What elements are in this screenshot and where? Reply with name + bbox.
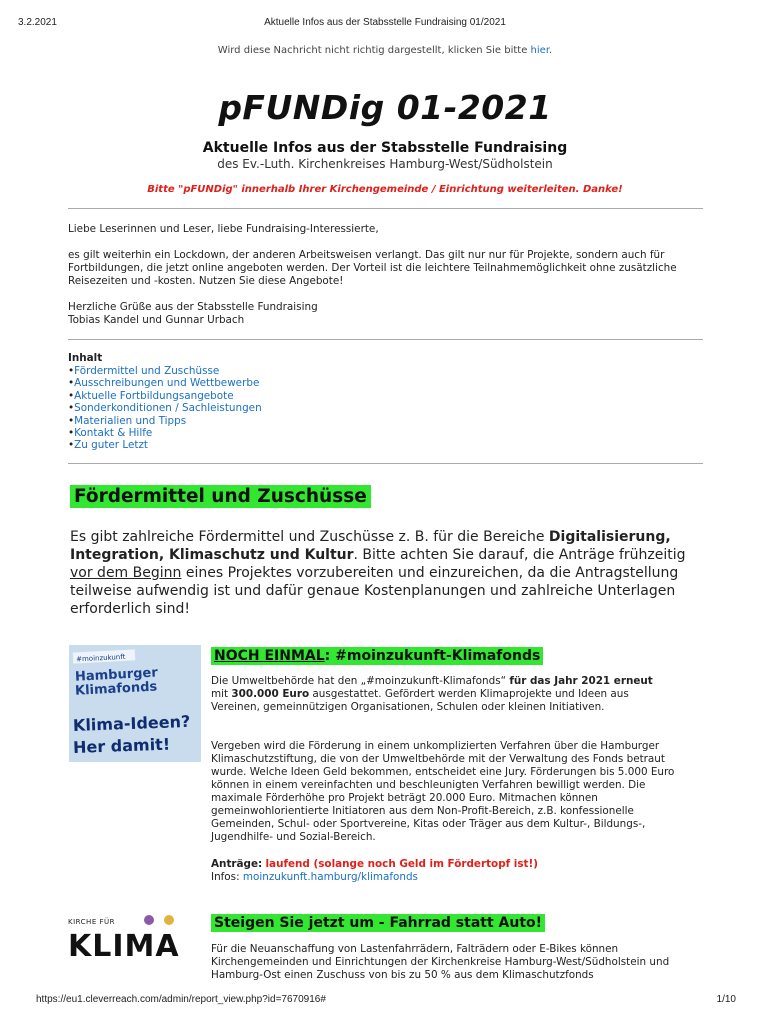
view-online-notice: Wird diese Nachricht nicht richtig dargestellt, klicken Sie bitte hier. [217, 45, 553, 56]
toc-item[interactable]: • Fördermittel und Zuschüsse [68, 365, 262, 377]
toc-item[interactable]: • Zu guter Letzt [68, 439, 262, 451]
print-date: 3.2.2021 [18, 17, 57, 28]
klimafonds-link[interactable]: moinzukunft.hamburg/klimafonds [242, 871, 418, 883]
intro-bold-areas: Digitalisierung, Integration, Klimaschutz und Kultur [70, 529, 671, 563]
svg-text:#moinzukunft: #moinzukunft [75, 652, 126, 664]
klimafonds-image [69, 645, 201, 762]
print-doc-title: Aktuelle Infos aus der Stabsstelle Fundraising 01/2021 [264, 17, 506, 28]
klimafonds-poster [69, 645, 201, 762]
signature-names: Tobias Kandel und Gunnar Urbach [68, 314, 245, 326]
svg-text:Klima-Ideen?: Klima-Ideen? [72, 711, 191, 735]
fahrrad-paragraph-1: Für die Neuanschaffung von Lastenfahrrädern, Falträdern oder E-Bikes können Kirchengemeinden und Einrichtungen der Kirchenkreise Hamburg-West/Südholstein und Hamburg-Ost einen Zuschuss von bis zu 50 % aus dem Klimaschutzfonds [211, 943, 670, 981]
svg-text:KIRCHE FÜR: KIRCHE FÜR [68, 918, 115, 926]
item-title-klimafonds: NOCH EINMAL: #moinzukunft-Klimafonds [211, 645, 543, 664]
svg-text:KLIMA: KLIMA [68, 929, 180, 959]
footer-page: 1/10 [716, 994, 736, 1005]
section-intro: Es gibt zahlreiche Fördermittel und Zuschüsse z. B. für die Bereiche Digitalisierung, Integration, Klimaschutz und Kultur. Bitte achten Sie darauf, die Anträge frühzeitig vor dem Beginn eines Projektes vorzubereiten und einzureichen, da die Antragstellung teilweise aufwendig ist und dafür genaue Kostenplanungen und zahlreiche Unterlagen erforderlich sind! [70, 529, 686, 617]
footer-url: https://eu1.cleverreach.com/admin/report_view.php?id=7670916# [36, 994, 326, 1005]
toc-item[interactable]: • Materialien und Tipps [68, 415, 262, 427]
forward-note: Bitte "pFUNDig" innerhalb Ihrer Kirchengemeinde / Einrichtung weiterleiten. Danke! [147, 184, 623, 195]
antraege-line: Anträge: laufend (solange noch Geld im Fördertopf ist!) [211, 858, 538, 870]
toc-item[interactable]: • Aktuelle Fortbildungsangebote [68, 390, 262, 402]
toc-heading: Inhalt [68, 352, 103, 364]
svg-text:Hamburger: Hamburger [74, 665, 159, 685]
view-online-text: Wird diese Nachricht nicht richtig dargestellt, klicken Sie bitte [217, 45, 528, 56]
klimafonds-paragraph-1: Die Umweltbehörde hat den „#moinzukunft-Klimafonds“ für das Jahr 2021 erneut mit 300.000 Euro ausgestattet. Gefördert werden Klimaprojekte und Ideen aus Vereinen, gemeinnützigen Organisationen, Schulen oder kleinen Initiativen. [211, 675, 653, 713]
intro-underlined: vor dem Beginn [70, 565, 182, 581]
closing: Herzliche Grüße aus der Stabsstelle Fundraising [68, 301, 318, 313]
svg-text:Her damit!: Her damit! [72, 734, 171, 757]
svg-text:Klimafonds: Klimafonds [74, 679, 158, 699]
toc-item[interactable]: • Kontakt & Hilfe [68, 427, 262, 439]
kirche-fuer-klima-logo [68, 914, 201, 959]
newsletter-subtitle-2: des Ev.-Luth. Kirchenkreises Hamburg-West/Südholstein [217, 157, 553, 171]
greeting-body: es gilt weiterhin ein Lockdown, der anderen Arbeitsweisen verlangt. Das gilt nur nur für Projekte, sondern auch für Fortbildungen, die jetzt online angeboten werden. Der Vorteil ist die leichtere Teilnahmemöglichkeit ohne zusätzliche Reisezeiten und -kosten. Nutzen Sie diese Angebote! [68, 249, 677, 287]
infos-line: Infos: moinzukunft.hamburg/klimafonds [211, 871, 418, 883]
newsletter-subtitle: Aktuelle Infos aus der Stabsstelle Fundraising [202, 140, 568, 156]
toc-item[interactable]: • Sonderkonditionen / Sachleistungen [68, 402, 262, 414]
newsletter-title: pFUNDig 01-2021 [218, 88, 552, 127]
view-online-link[interactable]: hier [530, 45, 550, 56]
salutation: Liebe Leserinnen und Leser, liebe Fundraising-Interessierte, [68, 223, 379, 235]
divider [68, 339, 703, 340]
divider [68, 208, 703, 209]
section-title-funding: Fördermittel und Zuschüsse [70, 485, 371, 508]
divider [68, 463, 703, 464]
toc-item[interactable]: • Ausschreibungen und Wettbewerbe [68, 377, 262, 389]
klimafonds-paragraph-2: Vergeben wird die Förderung in einem unkomplizierten Verfahren über die Hamburger Klimaschutzstiftung, die von der Umweltbehörde mit der Verwaltung des Fonds betraut wurde. Welche Ideen Geld bekommen, entscheidet eine Jury. Förderungen bis 5.000 Euro können in einem vereinfachten und beschleunigten Verfahren bewilligt werden. Die maximale Förderhöhe pro Projekt beträgt 20.000 Euro. Mitmachen können gemeinwohlorientierte Initiatoren aus dem Non-Profit-Bereich, z.B. konfessionelle Gemeinden, Schul- oder Sportvereine, Kitas oder Träger aus dem Kultur-, Bildungs-, Jugendhilfe- und Sozial-Bereich. [211, 740, 675, 843]
item-title-fahrrad: Steigen Sie jetzt um - Fahrrad statt Auto! [211, 912, 545, 931]
toc-list [68, 365, 262, 452]
